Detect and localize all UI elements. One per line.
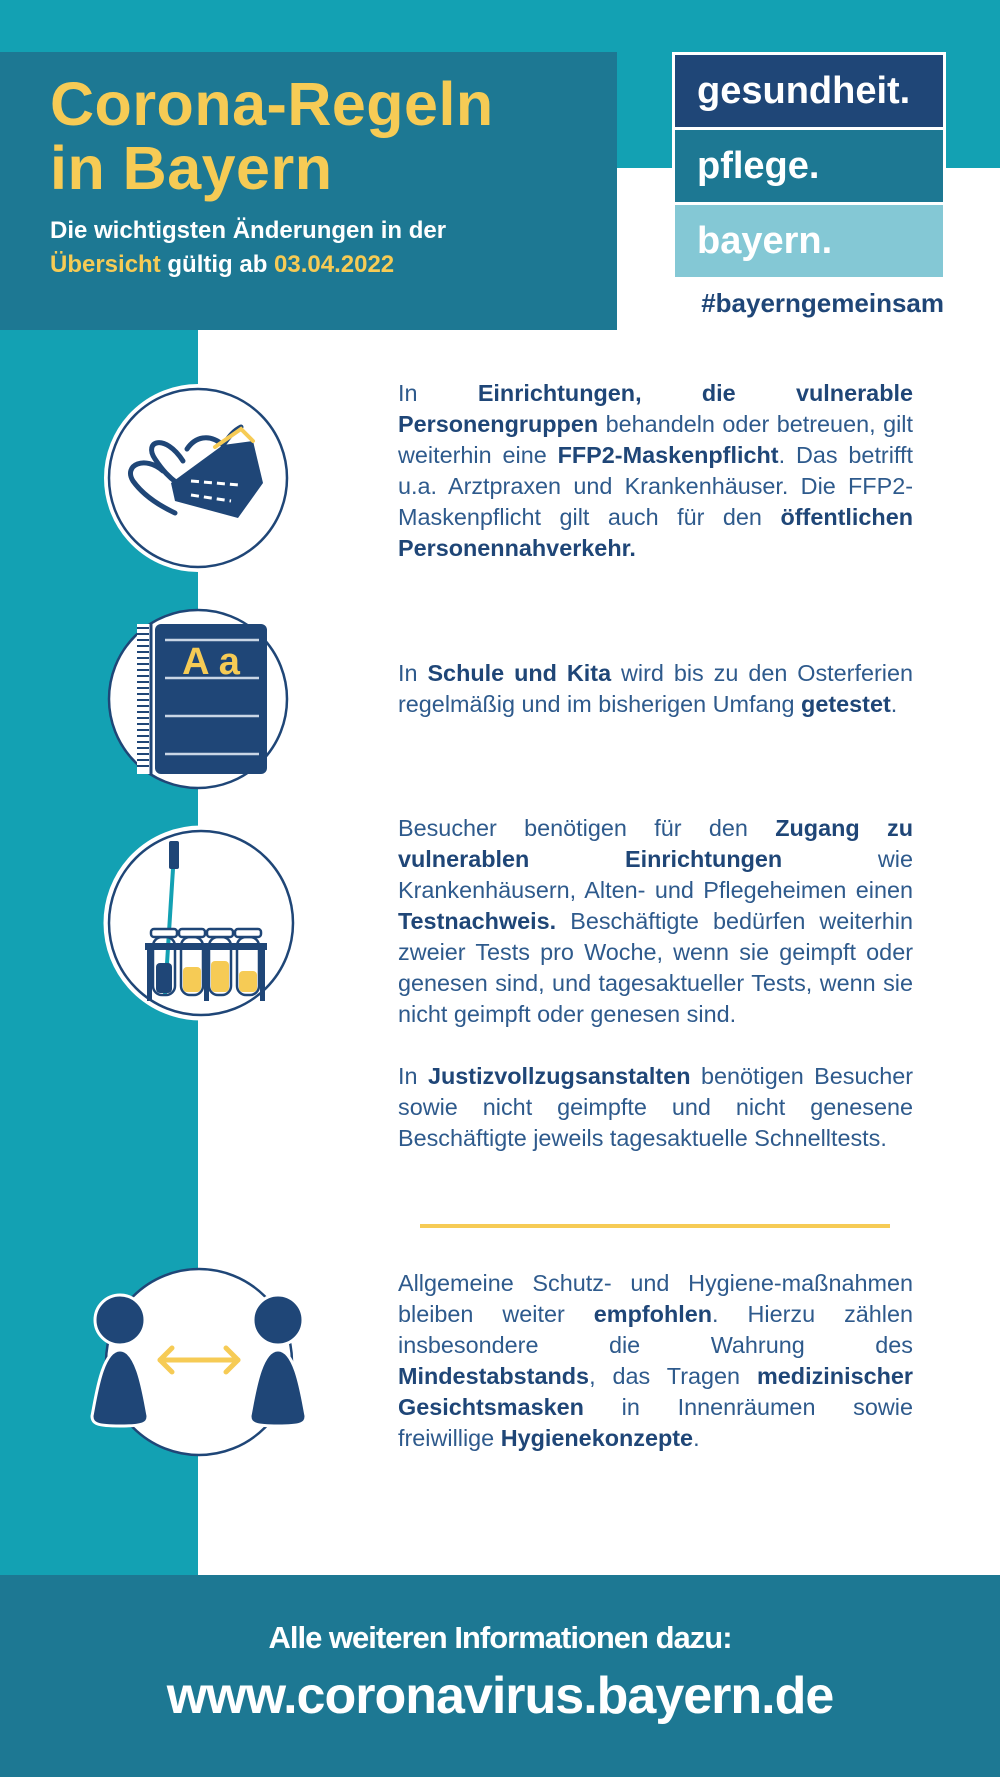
- emphasis-text: Schule und Kita: [427, 660, 612, 686]
- emphasis-text: getestet: [801, 691, 891, 717]
- hashtag: #bayerngemeinsam: [701, 288, 944, 318]
- body-text: .: [890, 691, 898, 717]
- body-text: . Hierzu zählen insbesondere die Wahrung des: [398, 1301, 913, 1358]
- brand-row-pflege: pflege.: [675, 130, 943, 202]
- body-text: wird bis zu den Osterferien regelmäßig und im bisherigen Umfang: [398, 660, 913, 717]
- page-title: [50, 72, 494, 200]
- test-tubes-icon: [103, 825, 299, 1021]
- section-prisons: [398, 1061, 913, 1154]
- distance-people-icon: [88, 1266, 310, 1458]
- section-school: [398, 658, 913, 720]
- ffp2-mask-icon: [103, 383, 293, 573]
- brand-row-gesundheit: gesundheit.: [675, 55, 943, 127]
- brand-frame: [672, 52, 946, 280]
- body-text: Beschäftigte bedürfen weiterhin zweier Tests pro Woche, wenn sie geimpft oder genesen sind, und tagesaktueller Tests, wenn sie nicht geimpft oder genesen sind.: [398, 908, 913, 1027]
- emphasis-text: öffentlichen Personennahverkehr.: [398, 504, 913, 561]
- valid-date: 03.04.2022: [274, 251, 395, 278]
- body-text: In: [398, 380, 478, 406]
- subtitle-highlight: Übersicht: [50, 251, 161, 278]
- body-text: wie Krankenhäusern, Alten- und Pflegeheimen einen: [398, 846, 913, 903]
- emphasis-text: Justizvollzugsanstalten: [427, 1063, 691, 1089]
- body-text: . Das betrifft u.a. Arztpraxen und Krankenhäuser. Die FFP2-Maskenpflicht gilt auch für den: [398, 442, 913, 530]
- footer-url-link[interactable]: www.coronavirus.bayern.de: [166, 1667, 834, 1725]
- footer: [0, 1575, 1000, 1777]
- body-text: .: [693, 1425, 700, 1451]
- body-text: In: [398, 1063, 428, 1089]
- brand-logo: [672, 52, 946, 319]
- body-text: benötigen Besucher sowie nicht geimpfte und nicht genesene Beschäftigte jeweils tagesaktuelle Schnelltests.: [398, 1063, 913, 1151]
- subtitle-middle: gültig ab: [160, 251, 275, 278]
- emphasis-text: FFP2-Maskenpflicht: [557, 442, 779, 468]
- emphasis-text: Einrichtungen, die vulnerable Personengruppen: [398, 380, 913, 437]
- emphasis-text: empfohlen: [593, 1301, 713, 1327]
- notebook-icon: [103, 604, 293, 794]
- body-text: , das Tragen: [589, 1363, 757, 1389]
- section-hygiene: [398, 1268, 913, 1454]
- emphasis-text: medizinischer Gesichtsmasken: [398, 1363, 913, 1420]
- emphasis-text: Testnachweis.: [398, 908, 557, 934]
- title-line-2: in Bayern: [50, 134, 333, 202]
- brand-row-bayern: bayern.: [675, 205, 943, 277]
- body-text: behandeln oder betreuen, gilt weiterhin eine: [398, 411, 913, 468]
- body-text: Besucher benötigen für den: [398, 815, 776, 841]
- subtitle: [50, 214, 446, 282]
- title-line-1: Corona-Regeln: [50, 70, 494, 138]
- subtitle-line-1: Die wichtigsten Änderungen in der: [50, 217, 447, 244]
- body-text: in Innenräumen sowie freiwillige: [398, 1394, 913, 1451]
- footer-info-text: Alle weiteren Informationen dazu:: [268, 1620, 732, 1655]
- notebook-letters: A a: [182, 641, 240, 683]
- emphasis-text: Zugang zu vulnerablen Einrichtungen: [398, 815, 913, 872]
- emphasis-text: Hygienekonzepte: [500, 1425, 694, 1451]
- section-visitors: [398, 813, 913, 1030]
- divider: [420, 1224, 890, 1228]
- body-text: Allgemeine Schutz- und Hygiene-maßnahmen bleiben weiter: [398, 1270, 913, 1327]
- emphasis-text: Mindestabstands: [398, 1363, 590, 1389]
- body-text: In: [398, 660, 428, 686]
- section-masks: [398, 378, 913, 564]
